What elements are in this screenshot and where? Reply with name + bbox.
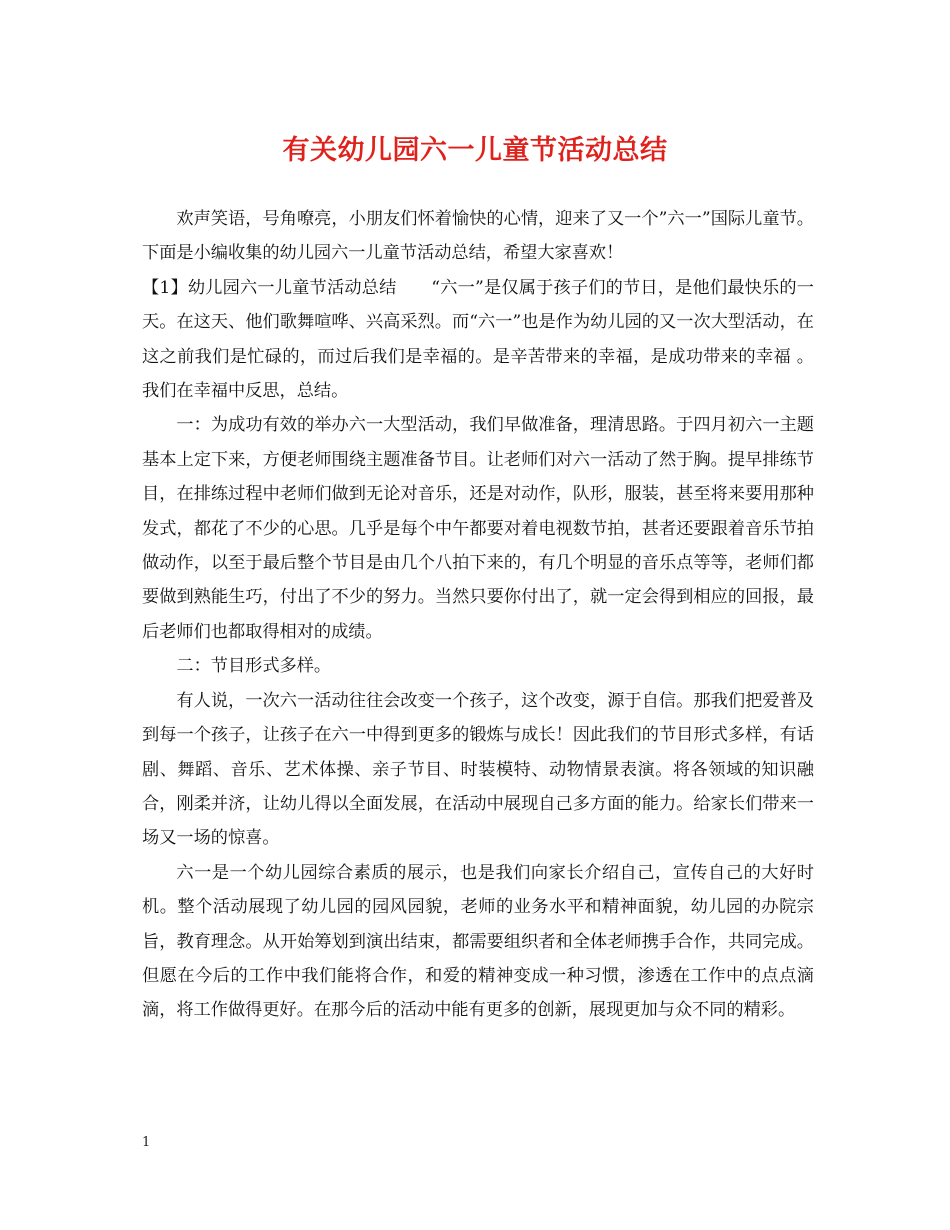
page-number: 1 (142, 1135, 151, 1150)
document-body (142, 202, 814, 1028)
section-1-paragraph: 【1】幼儿园六一儿童节活动总结 “六一”是仅属于孩子们的节日，是他们最快乐的一天。在这天、他们歌舞喧哗、兴高采烈。而“六一”也是作为幼儿园的又一次大型活动，在这之前我们是忙碌的，而过后我们是幸福的。是辛苦带来的幸福，是成功带来的幸福 。我们在幸福中反思，总结。 (142, 277, 814, 402)
conclusion-paragraph: 六一是一个幼儿园综合素质的展示，也是我们向家长介绍自己，宣传自己的大好时机。整个活动展现了幼儿园的园风园貌，老师的业务水平和精神面貌，幼儿园的办院宗旨，教育理念。从开始筹划到演出结束，都需要组织者和全体老师携手合作，共同完成。但愿在今后的工作中我们能将合作，和爱的精神变成一种习惯，渗透在工作中的点点滴滴，将工作做得更好。在那今后的活动中能有更多的创新，展现更加与众不同的精彩。 (142, 862, 814, 1021)
point-1-paragraph: 一：为成功有效的举办六一大型活动，我们早做准备，理清思路。于四月初六一主题基本上定下来，方便老师围绕主题准备节目。让老师们对六一活动了然于胸。提早排练节目，在排练过程中老师们做到无论对音乐，还是对动作，队形，服装，甚至将来要用那种发式，都花了不少的心思。几乎是每个中午都要对着电视数节拍，甚者还要跟着音乐节拍做动作，以至于最后整个节目是由几个八拍下来的，有几个明显的音乐点等等，老师们都要做到熟能生巧，付出了不少的努力。当然只要你付出了，就一定会得到相应的回报，最后老师们也都取得相对的成绩。 (142, 415, 814, 642)
intro-paragraph: 欢声笑语，号角嘹亮，小朋友们怀着愉快的心情，迎来了又一个”六一”国际儿童节。下面是小编收集的幼儿园六一儿童节活动总结，希望大家喜欢！ (142, 209, 814, 264)
point-2-paragraph: 有人说，一次六一活动往往会改变一个孩子，这个改变，源于自信。那我们把爱普及到每一个孩子，让孩子在六一中得到更多的锻炼与成长！因此我们的节目形式多样，有话剧、舞蹈、音乐、艺术体操、亲子节目、时装模特、动物情景表演。将各领域的知识融合，刚柔并济，让幼儿得以全面发展，在活动中展现自己多方面的能力。给家长们带来一场又一场的惊喜。 (142, 690, 814, 849)
document-title: 有关幼儿园六一儿童节活动总结 (282, 135, 668, 166)
point-2-heading: 二：节目形式多样。 (176, 656, 332, 677)
